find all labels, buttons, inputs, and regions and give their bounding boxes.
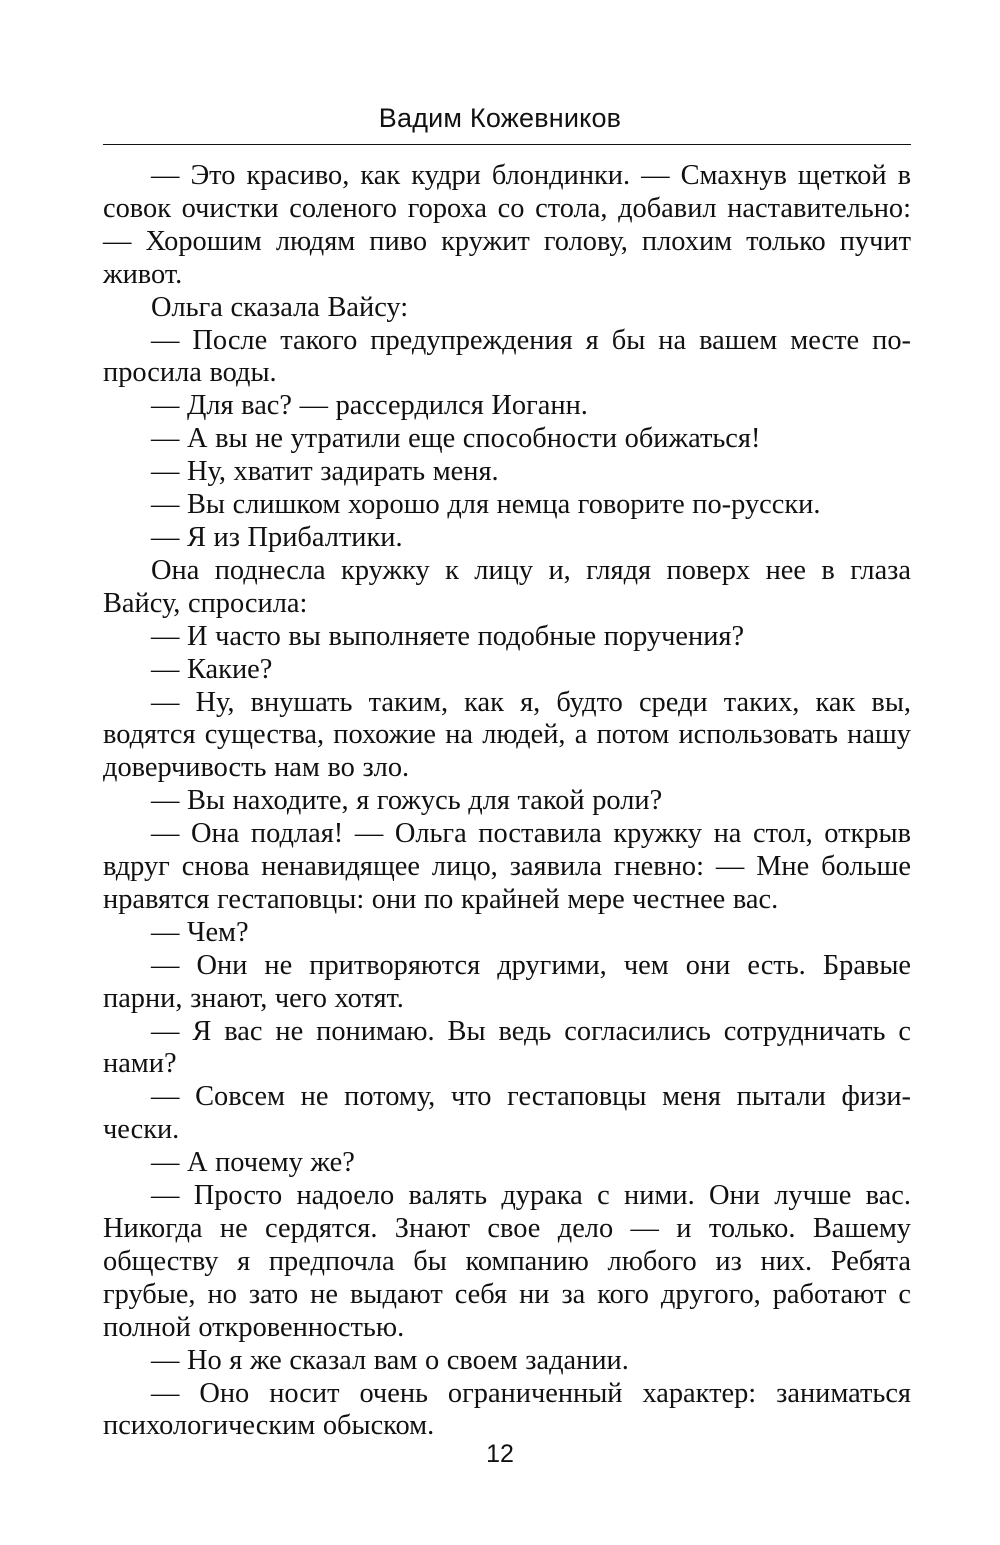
- paragraph: — И часто вы выполняете подобные поручения?: [151, 620, 745, 652]
- paragraph: — После такого предупреждения я бы на вашем месте попросила воды.: [103, 324, 911, 389]
- paragraph: — Просто надоело валять дурака с ними. Они лучше вас. Никогда не сердятся. Знают свое дело — и только. Вашему обществу я предпочла бы компанию любого из них. Ребята грубые, но зато не выдают себя ни за кого другого, работают с полной откровенностью.: [103, 1180, 911, 1343]
- page-body-text: [103, 160, 911, 1443]
- paragraph: — Это красиво, как кудри блондинки. — Смахнув щеткой в совок очистки соленого гороха со стола, добавил наставительно: — Хорошим людям пиво кружит голову, плохим только пучит живот.: [103, 160, 911, 290]
- paragraph: Она поднесла кружку к лицу и, глядя поверх нее в глаза Вайсу, спросила:: [103, 554, 911, 619]
- paragraph: — Вы слишком хорошо для немца говорите по-русски.: [151, 489, 821, 521]
- page-number: 12: [486, 1440, 514, 1468]
- paragraph: — Оно носит очень ограниченный характер: заниматься психологическим обыском.: [103, 1377, 911, 1442]
- paragraph: — Для вас? — рассердился Иоганн.: [151, 390, 588, 422]
- paragraph: — А вы не утратили еще способности обижаться!: [151, 423, 761, 455]
- paragraph: Ольга сказала Вайсу:: [151, 291, 409, 323]
- paragraph: — Я из Прибалтики.: [151, 521, 403, 553]
- paragraph: — Она подлая! — Ольга поставила кружку на стол, открыв вдруг снова ненавидящее лицо, заявила гневно: — Мне больше нравятся гестаповцы: они по крайней мере честнее вас.: [103, 818, 911, 915]
- paragraph: — Чем?: [151, 916, 249, 948]
- running-header: Вадим Кожевников: [378, 103, 622, 133]
- paragraph: — Вы находите, я гожусь для такой роли?: [151, 785, 663, 817]
- paragraph: — Но я же сказал вам о своем задании.: [151, 1344, 629, 1376]
- header-divider: [103, 144, 911, 145]
- paragraph: — А почему же?: [151, 1147, 355, 1179]
- paragraph: — Они не притворяются другими, чем они есть. Бравые парни, знают, чего хотят.: [103, 949, 911, 1014]
- paragraph: — Ну, внушать таким, как я, будто среди таких, как вы, водятся существа, похожие на людей, а потом использовать нашу доверчивость нам во зло.: [103, 686, 911, 784]
- paragraph: — Ну, хватит задирать меня.: [151, 456, 499, 488]
- paragraph: — Какие?: [151, 653, 273, 685]
- paragraph: — Совсем не потому, что гестаповцы меня пытали физически.: [103, 1081, 911, 1146]
- paragraph: — Я вас не понимаю. Вы ведь согласились сотрудничать с нами?: [103, 1015, 911, 1080]
